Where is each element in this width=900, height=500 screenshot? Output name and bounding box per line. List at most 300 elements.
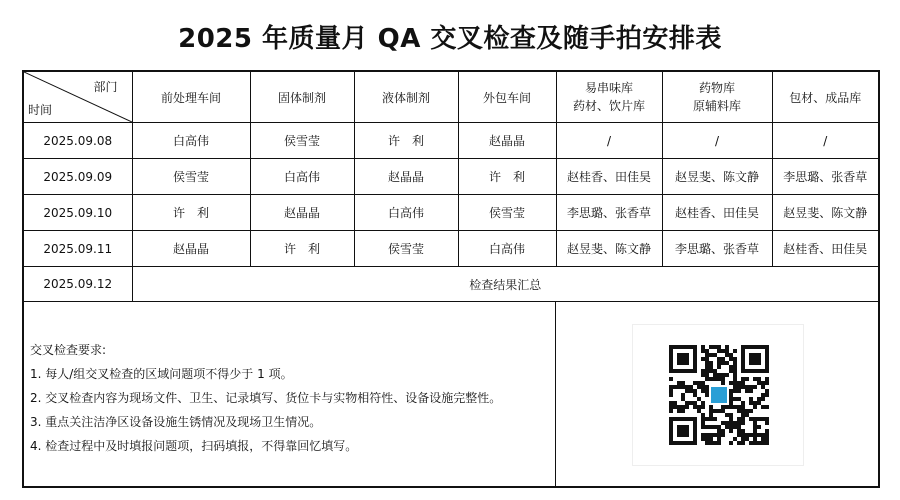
qr-module [681, 381, 685, 385]
qr-module [737, 409, 741, 413]
qr-module [685, 389, 689, 393]
assignee-cell: 许 利 [250, 231, 354, 267]
qr-module [701, 437, 705, 441]
qr-module [693, 389, 697, 393]
qr-module [709, 405, 713, 409]
qr-module [725, 349, 729, 353]
qr-module [741, 401, 745, 405]
column-header-label: 药物库 [698, 81, 735, 95]
requirement-item: 1. 每人/组交叉检查的区域问题项不得少于 1 项。 [30, 367, 293, 381]
column-header [354, 72, 458, 123]
qr-module [709, 369, 713, 373]
qr-module [753, 385, 757, 389]
qr-module [729, 353, 733, 357]
qr-module [713, 417, 717, 421]
qr-module [729, 429, 733, 433]
qr-module [757, 441, 761, 445]
qr-module [697, 409, 701, 413]
qr-module [721, 373, 725, 377]
assignee-cell: 白高伟 [132, 123, 250, 159]
qr-module [721, 361, 725, 365]
qr-module [701, 357, 705, 361]
qr-module [713, 441, 717, 445]
qr-module [757, 401, 761, 405]
qr-module [753, 405, 757, 409]
qr-code-icon[interactable] [668, 341, 770, 449]
column-header-label: 包材、成品库 [789, 90, 862, 105]
schedule-table [24, 72, 878, 302]
table-row [24, 195, 878, 231]
assignee-cell: 李思璐、张香草 [556, 195, 662, 231]
assignee-cell: 赵桂香、田佳昊 [662, 195, 772, 231]
assignee-cell: 白高伟 [458, 231, 556, 267]
qr-module [717, 357, 721, 361]
qr-module [749, 441, 753, 445]
header-row [24, 72, 878, 123]
qr-module [713, 425, 717, 429]
assignee-cell: 侯雪莹 [354, 231, 458, 267]
qr-module [677, 381, 681, 385]
qr-module [745, 437, 749, 441]
qr-module [721, 405, 725, 409]
qr-module [733, 365, 737, 369]
column-header-label: 固体制剂 [277, 90, 326, 105]
qr-module [761, 393, 765, 397]
qr-module [757, 417, 761, 421]
qr-module [673, 385, 677, 389]
qr-module [765, 377, 769, 381]
page-title: 2025 年质量月 QA 交叉检查及随手拍安排表 [178, 24, 722, 54]
qr-module [669, 385, 673, 389]
qr-module [701, 373, 705, 377]
corner-header-cell [24, 72, 132, 123]
qr-module [737, 385, 741, 389]
qr-module [681, 409, 685, 413]
qr-module [737, 425, 741, 429]
qr-module [701, 421, 705, 425]
qr-module [725, 373, 729, 377]
qr-module [717, 377, 721, 381]
qr-module [705, 365, 709, 369]
qr-module [689, 389, 693, 393]
qr-module [693, 381, 697, 385]
qr-module [737, 417, 741, 421]
qr-module [693, 405, 697, 409]
qr-module [749, 417, 753, 421]
qr-module [761, 397, 765, 401]
qr-module [765, 437, 769, 441]
qr-module [717, 437, 721, 441]
qr-module [705, 357, 709, 361]
qr-module [753, 437, 757, 441]
assignee-cell: 赵晶晶 [250, 195, 354, 231]
bottom-area [24, 302, 878, 486]
qr-module [737, 381, 741, 385]
qr-module [745, 377, 749, 381]
column-header [132, 72, 250, 123]
qr-module [757, 433, 761, 437]
qr-module [701, 385, 705, 389]
qr-module [669, 409, 673, 413]
qr-module [753, 401, 757, 405]
assignee-cell: / [662, 123, 772, 159]
qr-module [709, 345, 713, 349]
qr-module [717, 361, 721, 365]
qr-module [705, 353, 709, 357]
qr-module [765, 381, 769, 385]
schedule-sheet [22, 70, 880, 488]
qr-module [765, 433, 769, 437]
qr-module [669, 401, 673, 405]
qr-module [741, 405, 745, 409]
qr-module [733, 385, 737, 389]
requirements-heading: 交叉检查要求: [30, 343, 107, 357]
qr-module [729, 365, 733, 369]
qr-module [717, 349, 721, 353]
qr-module [729, 401, 733, 405]
qr-module [733, 437, 737, 441]
qr-module [733, 369, 737, 373]
qr-module [697, 385, 701, 389]
qr-module [733, 405, 737, 409]
qr-module [709, 413, 713, 417]
qr-module [749, 389, 753, 393]
qr-finder-inner [677, 425, 689, 437]
qr-module [753, 417, 757, 421]
qr-module [701, 369, 705, 373]
assignee-cell: 侯雪莹 [458, 195, 556, 231]
qr-module [741, 381, 745, 385]
qr-module [721, 421, 725, 425]
assignee-cell: 赵桂香、田佳昊 [772, 231, 878, 267]
qr-module [713, 409, 717, 413]
qr-module [721, 349, 725, 353]
qr-module [729, 357, 733, 361]
qr-module [725, 361, 729, 365]
date-cell: 2025.09.08 [24, 123, 132, 159]
qr-finder-inner [677, 353, 689, 365]
qr-module [705, 389, 709, 393]
qr-module [737, 441, 741, 445]
assignee-cell: / [556, 123, 662, 159]
qr-code-box[interactable] [632, 324, 804, 466]
assignee-cell: 白高伟 [250, 159, 354, 195]
corner-label-department: 部门 [93, 80, 118, 94]
summary-cell: 检查结果汇总 [132, 267, 878, 302]
qr-module [697, 381, 701, 385]
qr-module [729, 369, 733, 373]
qr-module [761, 385, 765, 389]
qr-module [709, 377, 713, 381]
qr-module [669, 393, 673, 397]
assignee-cell: 李思璐、张香草 [772, 159, 878, 195]
qr-module [749, 397, 753, 401]
qr-module [713, 433, 717, 437]
qr-module [705, 385, 709, 389]
qr-module [673, 401, 677, 405]
qr-module [669, 377, 673, 381]
qr-module [733, 425, 737, 429]
qr-module [725, 413, 729, 417]
qr-module [741, 433, 745, 437]
qr-module [765, 389, 769, 393]
qr-module [705, 425, 709, 429]
qr-module [709, 365, 713, 369]
column-header-label: 外包车间 [482, 90, 531, 105]
qr-module [689, 401, 693, 405]
table-row [24, 159, 878, 195]
column-header-label: 液体制剂 [381, 90, 430, 105]
assignee-cell: 李思璐、张香草 [662, 231, 772, 267]
qr-module [753, 429, 757, 433]
qr-module [705, 441, 709, 445]
qr-module [721, 377, 725, 381]
assignee-cell: 侯雪莹 [250, 123, 354, 159]
qr-module [701, 417, 705, 421]
qr-module [749, 385, 753, 389]
qr-module [709, 417, 713, 421]
qr-module [725, 353, 729, 357]
qr-module [701, 413, 705, 417]
summary-row [24, 267, 878, 302]
qr-module [677, 405, 681, 409]
qr-module [701, 425, 705, 429]
qr-module [701, 405, 705, 409]
column-header-sublabel: 药材、饮片库 [572, 99, 645, 113]
qr-module [693, 393, 697, 397]
qr-module [721, 381, 725, 385]
qr-module [741, 377, 745, 381]
column-header-label: 易串味库 [584, 81, 633, 95]
date-cell: 2025.09.12 [24, 267, 132, 302]
qr-module [709, 353, 713, 357]
qr-module [749, 409, 753, 413]
qr-module [693, 401, 697, 405]
qr-module [757, 377, 761, 381]
qr-module [745, 409, 749, 413]
qr-module [753, 377, 757, 381]
qr-module [765, 421, 769, 425]
requirement-item: 4. 检查过程中及时填报问题项，扫码填报，不得靠回忆填写。 [30, 439, 358, 453]
qr-module [765, 417, 769, 421]
column-header [458, 72, 556, 123]
qr-module [741, 441, 745, 445]
column-header [662, 72, 772, 123]
qr-module [701, 381, 705, 385]
qr-module [689, 385, 693, 389]
assignee-cell: 许 利 [132, 195, 250, 231]
qr-module [733, 381, 737, 385]
qr-module [717, 433, 721, 437]
assignee-cell: 赵晶晶 [354, 159, 458, 195]
qr-module [749, 433, 753, 437]
qr-module [721, 409, 725, 413]
qr-finder-inner [749, 353, 761, 365]
qr-module [733, 357, 737, 361]
qr-module [701, 401, 705, 405]
qr-module [737, 397, 741, 401]
column-header [556, 72, 662, 123]
column-header [772, 72, 878, 123]
qr-module [705, 433, 709, 437]
qr-module [725, 345, 729, 349]
assignee-cell: 赵晶晶 [132, 231, 250, 267]
qr-module [701, 345, 705, 349]
qr-module [685, 385, 689, 389]
requirements-box [24, 302, 556, 486]
qr-module [729, 405, 733, 409]
qr-module [741, 421, 745, 425]
qr-module [705, 373, 709, 377]
qr-module [709, 409, 713, 413]
qr-module [729, 441, 733, 445]
qr-module [741, 437, 745, 441]
qr-module [717, 365, 721, 369]
qr-module [717, 429, 721, 433]
table-row [24, 123, 878, 159]
date-cell: 2025.09.10 [24, 195, 132, 231]
qr-module [741, 417, 745, 421]
qr-module [737, 405, 741, 409]
qr-module [729, 389, 733, 393]
qr-module [709, 433, 713, 437]
qr-module [761, 433, 765, 437]
corner-label-time: 时间 [28, 103, 53, 117]
assignee-cell: 白高伟 [354, 195, 458, 231]
assignee-cell: 赵昱斐、陈文静 [772, 195, 878, 231]
column-header [250, 72, 354, 123]
qr-module [717, 441, 721, 445]
qr-module [725, 405, 729, 409]
qr-module [757, 381, 761, 385]
qr-module [701, 389, 705, 393]
qr-module [737, 429, 741, 433]
qr-module [709, 361, 713, 365]
column-header-sublabel: 原辅料库 [692, 99, 741, 113]
qr-module [669, 389, 673, 393]
requirement-item: 2. 交叉检查内容为现场文件、卫生、记录填写、货位卡与实物相符性、设备设施完整性。 [30, 391, 502, 405]
assignee-cell: 侯雪莹 [132, 159, 250, 195]
qr-module [745, 385, 749, 389]
qr-module [737, 421, 741, 425]
qr-module [729, 417, 733, 421]
qr-module [749, 401, 753, 405]
qr-module [681, 393, 685, 397]
assignee-cell: 赵昱斐、陈文静 [556, 231, 662, 267]
qr-module [717, 409, 721, 413]
qr-module [677, 409, 681, 413]
qr-module [733, 421, 737, 425]
qr-module [685, 401, 689, 405]
qr-module [725, 425, 729, 429]
qr-module [765, 393, 769, 397]
qr-module [761, 381, 765, 385]
qr-module [725, 421, 729, 425]
qr-module [765, 405, 769, 409]
qr-module [765, 441, 769, 445]
qr-module [757, 425, 761, 429]
qr-module [677, 385, 681, 389]
qr-module [669, 405, 673, 409]
qr-module [761, 417, 765, 421]
qr-module [733, 349, 737, 353]
qr-module [729, 397, 733, 401]
qr-module [733, 373, 737, 377]
qr-center-logo [711, 387, 727, 403]
qr-module [705, 417, 709, 421]
qr-module [705, 369, 709, 373]
qr-module [681, 405, 685, 409]
table-row [24, 231, 878, 267]
qr-module [729, 421, 733, 425]
qr-module [761, 441, 765, 445]
qr-module [745, 433, 749, 437]
qr-module [729, 425, 733, 429]
qr-module [729, 381, 733, 385]
qr-module [741, 409, 745, 413]
qr-module [733, 397, 737, 401]
assignee-cell: 赵桂香、田佳昊 [556, 159, 662, 195]
requirement-item: 3. 重点关注洁净区设备设施生锈情况及现场卫生情况。 [30, 415, 322, 429]
qr-module [761, 405, 765, 409]
qr-module [761, 437, 765, 441]
qr-module [709, 425, 713, 429]
date-cell: 2025.09.11 [24, 231, 132, 267]
qr-module [737, 433, 741, 437]
qr-module [765, 429, 769, 433]
qr-module [681, 397, 685, 401]
qr-module [717, 425, 721, 429]
qr-module [701, 433, 705, 437]
qr-module [733, 377, 737, 381]
qr-module [753, 425, 757, 429]
qr-module [697, 405, 701, 409]
qr-module [705, 361, 709, 365]
qr-module [713, 345, 717, 349]
qr-module [713, 353, 717, 357]
qr-module [705, 377, 709, 381]
qr-module [737, 389, 741, 393]
qr-module [709, 437, 713, 441]
qr-module [729, 413, 733, 417]
qr-module [705, 393, 709, 397]
qr-module [753, 441, 757, 445]
qr-module [741, 429, 745, 433]
qr-module [721, 429, 725, 433]
qr-module [753, 421, 757, 425]
qr-module [673, 405, 677, 409]
assignee-cell: / [772, 123, 878, 159]
qr-module [721, 357, 725, 361]
qr-module [705, 349, 709, 353]
qr-module [713, 377, 717, 381]
qr-module [741, 385, 745, 389]
assignee-cell: 赵晶晶 [458, 123, 556, 159]
qr-module [681, 385, 685, 389]
qr-module [721, 433, 725, 437]
date-cell: 2025.09.09 [24, 159, 132, 195]
qr-module [733, 389, 737, 393]
qr-module [709, 441, 713, 445]
qr-module [717, 345, 721, 349]
qr-module [745, 389, 749, 393]
qr-module [741, 413, 745, 417]
qr-module [745, 413, 749, 417]
qr-module [729, 393, 733, 397]
assignee-cell: 许 利 [354, 123, 458, 159]
qr-module [705, 437, 709, 441]
column-header-label: 前处理车间 [160, 90, 221, 105]
